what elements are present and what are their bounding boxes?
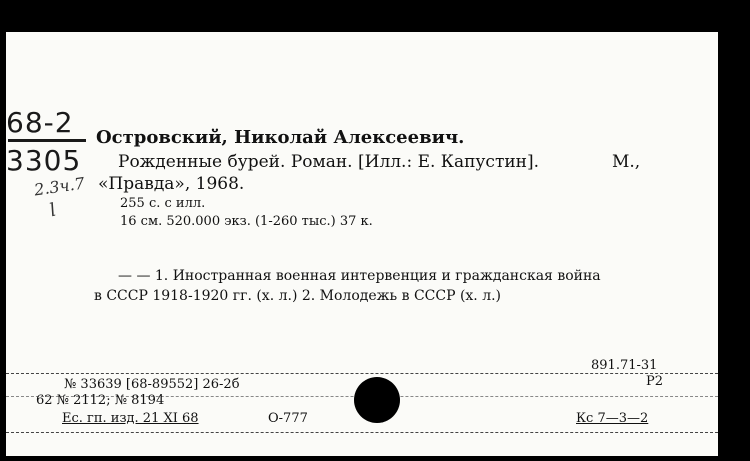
kc-code: Кс 7—3—2 [576, 411, 649, 426]
record-line-2: 62 № 2112; № 8194 [36, 393, 165, 408]
call-number-divider [8, 139, 86, 142]
author-heading: Островский, Николай Алексеевич. [96, 127, 465, 148]
divider-line [6, 432, 718, 433]
publication-place: М., [612, 152, 641, 172]
divider-line [6, 373, 718, 374]
scan-border-top [0, 0, 750, 32]
classification-index: 891.71-31 [591, 358, 658, 373]
classification-mark: Р2 [646, 374, 664, 389]
subject-line-2: в СССР 1918-1920 гг. (х. л.) 2. Молодежь в СССР (х. л.) [94, 288, 502, 304]
subject-line-1: — — 1. Иностранная военная интервенция и гражданская война [118, 268, 601, 284]
handwritten-mark: 2.3ч.7 [32, 173, 86, 200]
publisher-line: «Правда», 1968. [98, 174, 245, 194]
record-line-3: Ес. гп. изд. 21 XI 68 [62, 411, 199, 426]
physical-description-1: 255 с. с илл. [120, 196, 206, 211]
record-line-1: № 33639 [68-89552] 26-2б [64, 377, 240, 392]
call-number-bottom: 3305 [6, 144, 82, 177]
punch-hole [354, 377, 400, 423]
scan-border-right [718, 0, 750, 461]
catalog-card [6, 32, 718, 456]
call-number-top: 68-2 [6, 106, 74, 139]
order-code: О-777 [268, 411, 308, 426]
physical-description-2: 16 см. 520.000 экз. (1-260 тыс.) 37 к. [120, 214, 373, 229]
title-line: Рожденные бурей. Роман. [Илл.: Е. Капустин]. [118, 152, 540, 172]
handwritten-mark-2: l [47, 199, 59, 222]
